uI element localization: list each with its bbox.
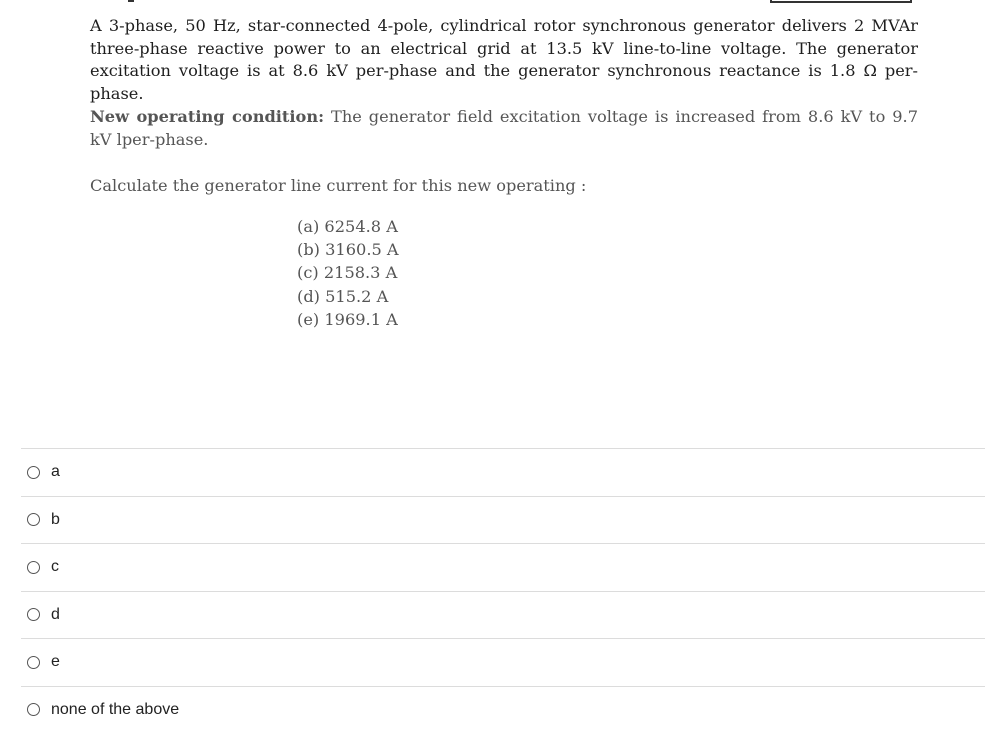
question-prompt: Calculate the generator line current for this new operating : xyxy=(90,176,587,195)
answer-choices xyxy=(21,448,985,733)
answer-option-d[interactable] xyxy=(21,591,985,639)
radio-button-d[interactable] xyxy=(27,608,40,621)
radio-button-none[interactable] xyxy=(27,703,40,716)
radio-button-a[interactable] xyxy=(27,466,40,479)
option-values-list xyxy=(297,215,399,331)
clipped-top-edge xyxy=(0,0,985,6)
radio-button-c[interactable] xyxy=(27,561,40,574)
option-value-c: (c) 2158.3 A xyxy=(297,263,398,283)
answer-label-b[interactable]: b xyxy=(51,510,60,528)
new-operating-condition-text: The generator field excitation voltage is increased from 8.6 kV to 9.7 kV lper-phase. xyxy=(90,107,918,149)
option-value-e: (e) 1969.1 A xyxy=(297,309,398,329)
new-operating-condition-lead: New operating condition: xyxy=(90,107,325,126)
answer-label-c[interactable]: c xyxy=(51,558,59,576)
answer-label-e[interactable]: e xyxy=(51,653,60,671)
radio-button-b[interactable] xyxy=(27,513,40,526)
answer-label-none[interactable]: none of the above xyxy=(51,700,180,718)
problem-statement: A 3-phase, 50 Hz, star-connected 4-pole, cylindrical rotor synchronous generator delivers 2 MVAr three-phase reactive power to an electrical grid at 13.5 kV line-to-line voltage. The generator excitation voltage is at 8.6 kV per-phase and the generator synchronous reactance is 1.8 Ω per-phase. xyxy=(90,16,918,103)
answer-label-d[interactable]: d xyxy=(51,605,60,623)
answer-option-b[interactable] xyxy=(21,496,985,544)
option-value-d: (d) 515.2 A xyxy=(297,286,389,306)
answer-option-a[interactable] xyxy=(21,448,985,496)
answer-label-a[interactable]: a xyxy=(51,463,60,481)
new-operating-condition xyxy=(90,106,918,151)
radio-button-e[interactable] xyxy=(27,656,40,669)
answer-option-none[interactable] xyxy=(21,686,985,733)
answer-option-e[interactable] xyxy=(21,638,985,686)
option-value-a: (a) 6254.8 A xyxy=(297,217,398,236)
answer-option-c[interactable] xyxy=(21,543,985,591)
option-value-b: (b) 3160.5 A xyxy=(297,240,399,260)
